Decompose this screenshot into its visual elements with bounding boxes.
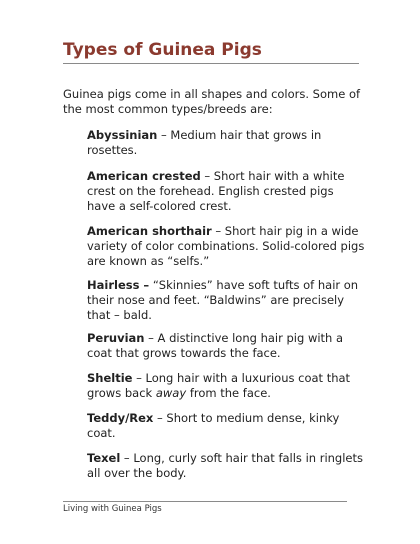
breed-description: – Medium hair that grows in rosettes.: [87, 128, 322, 157]
breed-name: Abyssinian: [87, 128, 158, 142]
breed-name: American shorthair: [87, 224, 212, 238]
breed-name: Texel: [87, 451, 121, 465]
breed-hairless: [87, 278, 365, 323]
breed-american-shorthair: [87, 224, 365, 269]
breed-abyssinian: [87, 128, 365, 158]
intro-paragraph: Guinea pigs come in all shapes and colors. Some of the most common types/breeds are:: [63, 87, 361, 116]
page-title: Types of Guinea Pigs: [63, 40, 262, 60]
breed-description: – Short to medium dense, kinky coat.: [87, 411, 340, 440]
breed-name: Peruvian: [87, 331, 145, 345]
breed-american-crested: [87, 169, 365, 214]
breed-peruvian: [87, 331, 365, 361]
title-divider: [63, 63, 359, 64]
breed-description-end: from the face.: [186, 386, 271, 400]
breed-description: – Short hair with a white crest on the forehead. English crested pigs have a self-colored crest.: [87, 169, 345, 213]
breed-name: Teddy/Rex: [87, 411, 154, 425]
breed-sheltie: [87, 371, 365, 401]
footer-divider: [63, 501, 347, 502]
breed-description: – Long, curly soft hair that falls in ringlets all over the body.: [87, 451, 363, 480]
breed-name: American crested: [87, 169, 201, 183]
page-footer: Living with Guinea Pigs: [63, 504, 162, 514]
breed-emphasis: away: [155, 386, 187, 400]
breed-description: “Skinnies” have soft tufts of hair on their nose and feet. “Baldwins” are precisely that – bald.: [87, 278, 359, 322]
breed-description: – A distinctive long hair pig with a coat that grows towards the face.: [87, 331, 344, 360]
breed-texel: [87, 451, 365, 481]
breed-name: Sheltie: [87, 371, 133, 385]
breed-teddy-rex: [87, 411, 365, 441]
breed-description: – Short hair pig in a wide variety of color combinations. Solid-colored pigs are known as “selfs.”: [87, 224, 365, 268]
breed-description: – Long hair with a luxurious coat that grows back: [87, 371, 351, 400]
breed-name: Hairless –: [87, 278, 150, 292]
